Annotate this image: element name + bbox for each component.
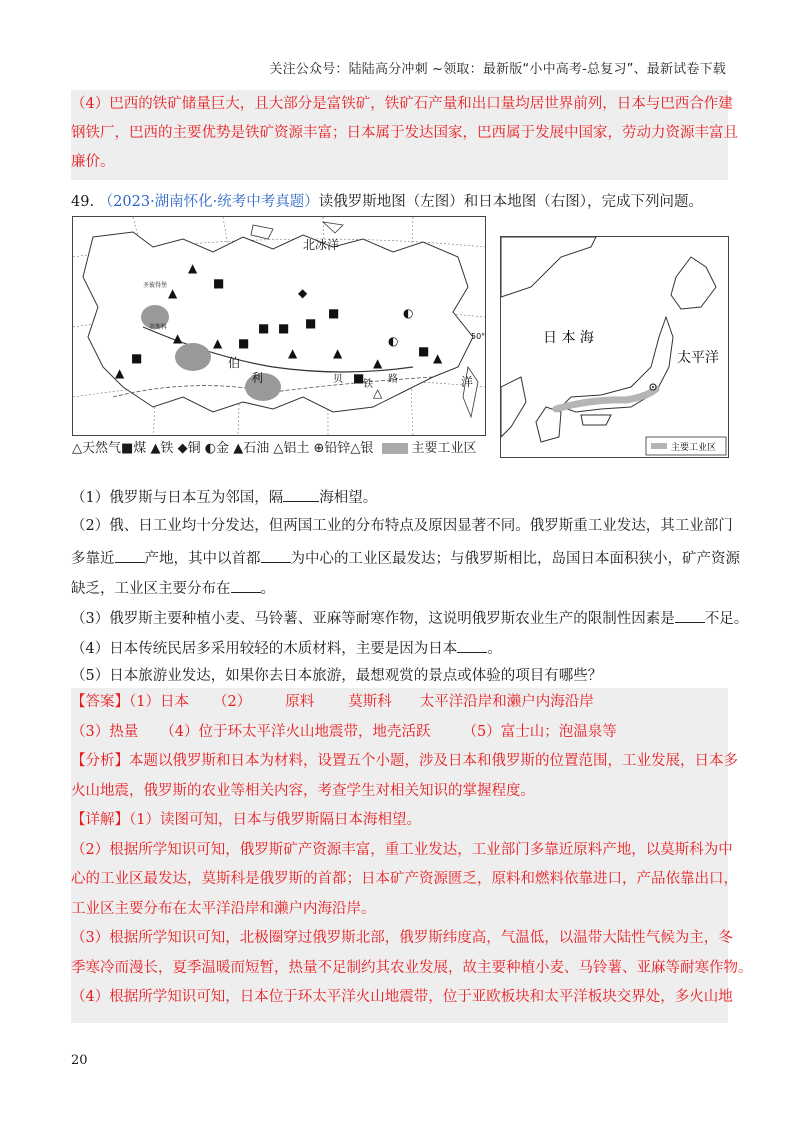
detail-text: （1）读图可知，日本与俄罗斯隔日本海相望。 bbox=[129, 812, 421, 828]
map-char-tie: 铁 bbox=[363, 379, 373, 390]
detail-line-1 bbox=[71, 806, 728, 836]
legend-item: ⊕铅锌 bbox=[313, 441, 351, 456]
question-2-line-2 bbox=[71, 545, 740, 568]
map-char-li: 利 bbox=[251, 371, 264, 385]
japan-map bbox=[500, 236, 729, 458]
city-label-stpetersburg: 圣彼得堡 bbox=[143, 282, 168, 289]
question-2-line-3 bbox=[71, 575, 275, 598]
q2-text: 。 bbox=[260, 581, 275, 597]
question-5: （5）日本旅游业发达，如果你去日本旅游，最想观赏的景点或体验的项目有哪些？ bbox=[71, 668, 603, 684]
answer-4: （4）位于环太平洋火山地震带，地壳活跃 bbox=[160, 723, 431, 740]
svg-text:△: △ bbox=[373, 386, 383, 400]
japan-legend-label: 主要工业区 bbox=[671, 443, 717, 453]
russia-map-legend bbox=[72, 437, 477, 456]
answer-3: （3）热量 bbox=[71, 723, 139, 740]
page-number: 20 bbox=[71, 1053, 88, 1068]
svg-text:▲: ▲ bbox=[433, 351, 443, 365]
answer-tag: 【答案】 bbox=[71, 694, 129, 710]
q2-text: 为中心的工业区最发达；与俄罗斯相比，岛国日本面积狭小，矿产资源 bbox=[290, 551, 740, 567]
detail-line-3: 心的工业区最发达，莫斯科是俄罗斯的首都；日本矿产资源匮乏，原料和燃料依靠进口，产品依靠出口， bbox=[71, 871, 738, 887]
q2-text: 多靠近 bbox=[71, 551, 115, 567]
q2-blank-2[interactable] bbox=[261, 545, 291, 563]
detail-line-7: （4）根据所学知识可知，日本位于环太平洋火山地震带，位于亚欧板块和太平洋板块交界处，多火山地 bbox=[71, 989, 733, 1005]
svg-text:■: ■ bbox=[258, 321, 270, 335]
answer-2-part-2: 莫斯科 bbox=[348, 694, 392, 710]
detail-line-4: 工业区主要分布在太平洋沿岸和濑户内海沿岸。 bbox=[71, 900, 376, 917]
legend-item: ◐金 bbox=[204, 441, 230, 456]
page-header: 关注公众号：陆陆高分冲刺 ~领取：最新版“小中高考-总复习”、最新试卷下载 bbox=[269, 62, 726, 77]
prev-answer-line: （4）巴西的铁矿储量巨大，且大部分是富铁矿，铁矿石产量和出口量均居世界前列，日本与巴西合作建 bbox=[71, 96, 733, 112]
answer-block bbox=[71, 688, 753, 1023]
prev-answer-line: 钢铁厂，巴西的主要优势是铁矿资源丰富；日本属于发达国家，巴西属于发展中国家，劳动力资源丰富且 bbox=[71, 125, 738, 141]
question-4 bbox=[71, 635, 502, 658]
svg-text:■: ■ bbox=[305, 316, 317, 330]
q2-blank-3[interactable] bbox=[231, 575, 261, 593]
svg-text:■: ■ bbox=[131, 351, 143, 365]
svg-text:■: ■ bbox=[328, 306, 340, 320]
svg-text:◐: ◐ bbox=[403, 306, 414, 320]
svg-text:■: ■ bbox=[418, 344, 430, 358]
detail-tag: 【详解】 bbox=[71, 812, 129, 828]
answer-line-2 bbox=[71, 718, 728, 748]
detail-line-5: （3）根据所学知识可知，北极圈穿过俄罗斯北部，俄罗斯纬度高，气温低，以温带大陆性气候为主，冬 bbox=[71, 930, 733, 946]
analysis-text: 本题以俄罗斯和日本为材料，设置五个小题，涉及日本和俄罗斯的位置范围，工业发展，日本多 bbox=[129, 753, 738, 769]
svg-text:▲: ▲ bbox=[173, 331, 183, 345]
industrial-area-swatch bbox=[382, 443, 408, 454]
map-char-bo: 伯 bbox=[228, 356, 241, 370]
analysis-tag: 【分析】 bbox=[71, 753, 129, 769]
q1-text-end: 海相望。 bbox=[319, 490, 378, 506]
latitude-label: 50° bbox=[471, 332, 485, 341]
q1-blank[interactable] bbox=[283, 484, 319, 502]
legend-item: ◆铜 bbox=[177, 441, 201, 456]
q4-text: （4）日本传统民居多采用较轻的木质材料，主要是因为日本 bbox=[71, 641, 458, 657]
detail-line-2: （2）根据所学知识可知，俄罗斯矿产资源丰富，重工业发达，工业部门多靠近原料产地，以莫斯科为中 bbox=[71, 841, 733, 858]
map-char-bei: 贝 bbox=[333, 374, 343, 385]
prev-answer-block bbox=[71, 90, 738, 180]
svg-text:▲: ▲ bbox=[188, 261, 198, 275]
q4-text-end: 。 bbox=[487, 641, 502, 657]
question-1 bbox=[71, 484, 377, 507]
ocean-char-label: 洋 bbox=[461, 375, 474, 389]
question-number: 49. bbox=[71, 194, 95, 210]
q2-text: 缺乏，工业区主要分布在 bbox=[71, 581, 231, 597]
svg-text:▲: ▲ bbox=[213, 336, 223, 350]
japan-map-graphic bbox=[501, 237, 728, 457]
analysis-line-1 bbox=[71, 747, 738, 777]
svg-text:▲: ▲ bbox=[373, 356, 383, 370]
svg-text:▲: ▲ bbox=[168, 286, 178, 300]
answer-2-part-1: 原料 bbox=[285, 694, 315, 710]
pacific-ocean-label: 太平洋 bbox=[677, 350, 719, 366]
q2-blank-1[interactable] bbox=[115, 545, 145, 563]
svg-text:■: ■ bbox=[213, 276, 225, 290]
city-label-moscow: 莫斯科 bbox=[149, 324, 168, 331]
svg-text:▲: ▲ bbox=[115, 366, 125, 380]
q4-blank[interactable] bbox=[457, 635, 487, 653]
analysis-line-2: 火山地震，俄罗斯的农业等相关内容，考查学生对相关知识的掌握程度。 bbox=[71, 782, 535, 799]
svg-text:◐: ◐ bbox=[388, 334, 399, 348]
question-source: （2023·湖南怀化·统考中考真题） bbox=[98, 194, 319, 210]
legend-item: ■煤 bbox=[121, 441, 147, 456]
arctic-ocean-label: 北冰洋 bbox=[303, 238, 340, 252]
detail-line-6: 季寒冷而漫长，夏季温暖而短暂，热量不足制约其农业发展，故主要种植小麦、马铃薯、亚麻等耐寒作物。 bbox=[71, 959, 753, 976]
answer-5: （5）富士山；泡温泉等 bbox=[462, 723, 617, 740]
svg-text:▲: ▲ bbox=[333, 346, 343, 360]
question-2-line-1: （2）俄、日工业均十分发达，但两国工业的分布特点及原因显著不同。俄罗斯重工业发达，其工业部门 bbox=[71, 518, 733, 534]
russia-map-graphic bbox=[73, 217, 485, 435]
question-3 bbox=[71, 605, 748, 628]
question-stem bbox=[71, 190, 703, 211]
legend-item: ▲铁 bbox=[150, 441, 174, 456]
russia-map bbox=[72, 216, 486, 436]
legend-item: △铝土 bbox=[273, 441, 310, 456]
answer-line-1 bbox=[71, 688, 728, 718]
answer-2-label: （2） bbox=[212, 694, 252, 710]
svg-text:■: ■ bbox=[238, 336, 250, 350]
svg-text:▲: ▲ bbox=[288, 346, 298, 360]
legend-item: △天然气 bbox=[72, 441, 121, 456]
legend-item: △银 bbox=[350, 441, 374, 456]
q3-blank[interactable] bbox=[675, 605, 705, 623]
svg-text:■: ■ bbox=[278, 321, 290, 335]
prev-answer-line: 廉价。 bbox=[71, 154, 115, 170]
legend-area-label: 主要工业区 bbox=[411, 441, 477, 456]
q3-text: （3）俄罗斯主要种植小麦、马铃薯、亚麻等耐寒作物，这说明俄罗斯农业生产的限制性因素是 bbox=[71, 611, 675, 627]
answer-1: （1）日本 bbox=[129, 694, 189, 710]
q3-text-end: 不足。 bbox=[704, 611, 749, 627]
answer-2-part-3: 太平洋沿岸和濑户内海沿岸 bbox=[419, 694, 594, 710]
q1-text: （1）俄罗斯与日本互为邻国，隔 bbox=[71, 490, 284, 506]
map-char-lu: 路 bbox=[388, 374, 398, 385]
sea-of-japan-label: 日 本 海 bbox=[543, 330, 594, 346]
svg-text:■: ■ bbox=[353, 371, 365, 385]
question-text: 读俄罗斯地图（左图）和日本地图（右图），完成下列问题。 bbox=[318, 194, 704, 210]
legend-item: ▲石油 bbox=[233, 441, 270, 456]
q2-text: 产地，其中以首都 bbox=[144, 551, 261, 567]
svg-text:◆: ◆ bbox=[298, 286, 308, 300]
